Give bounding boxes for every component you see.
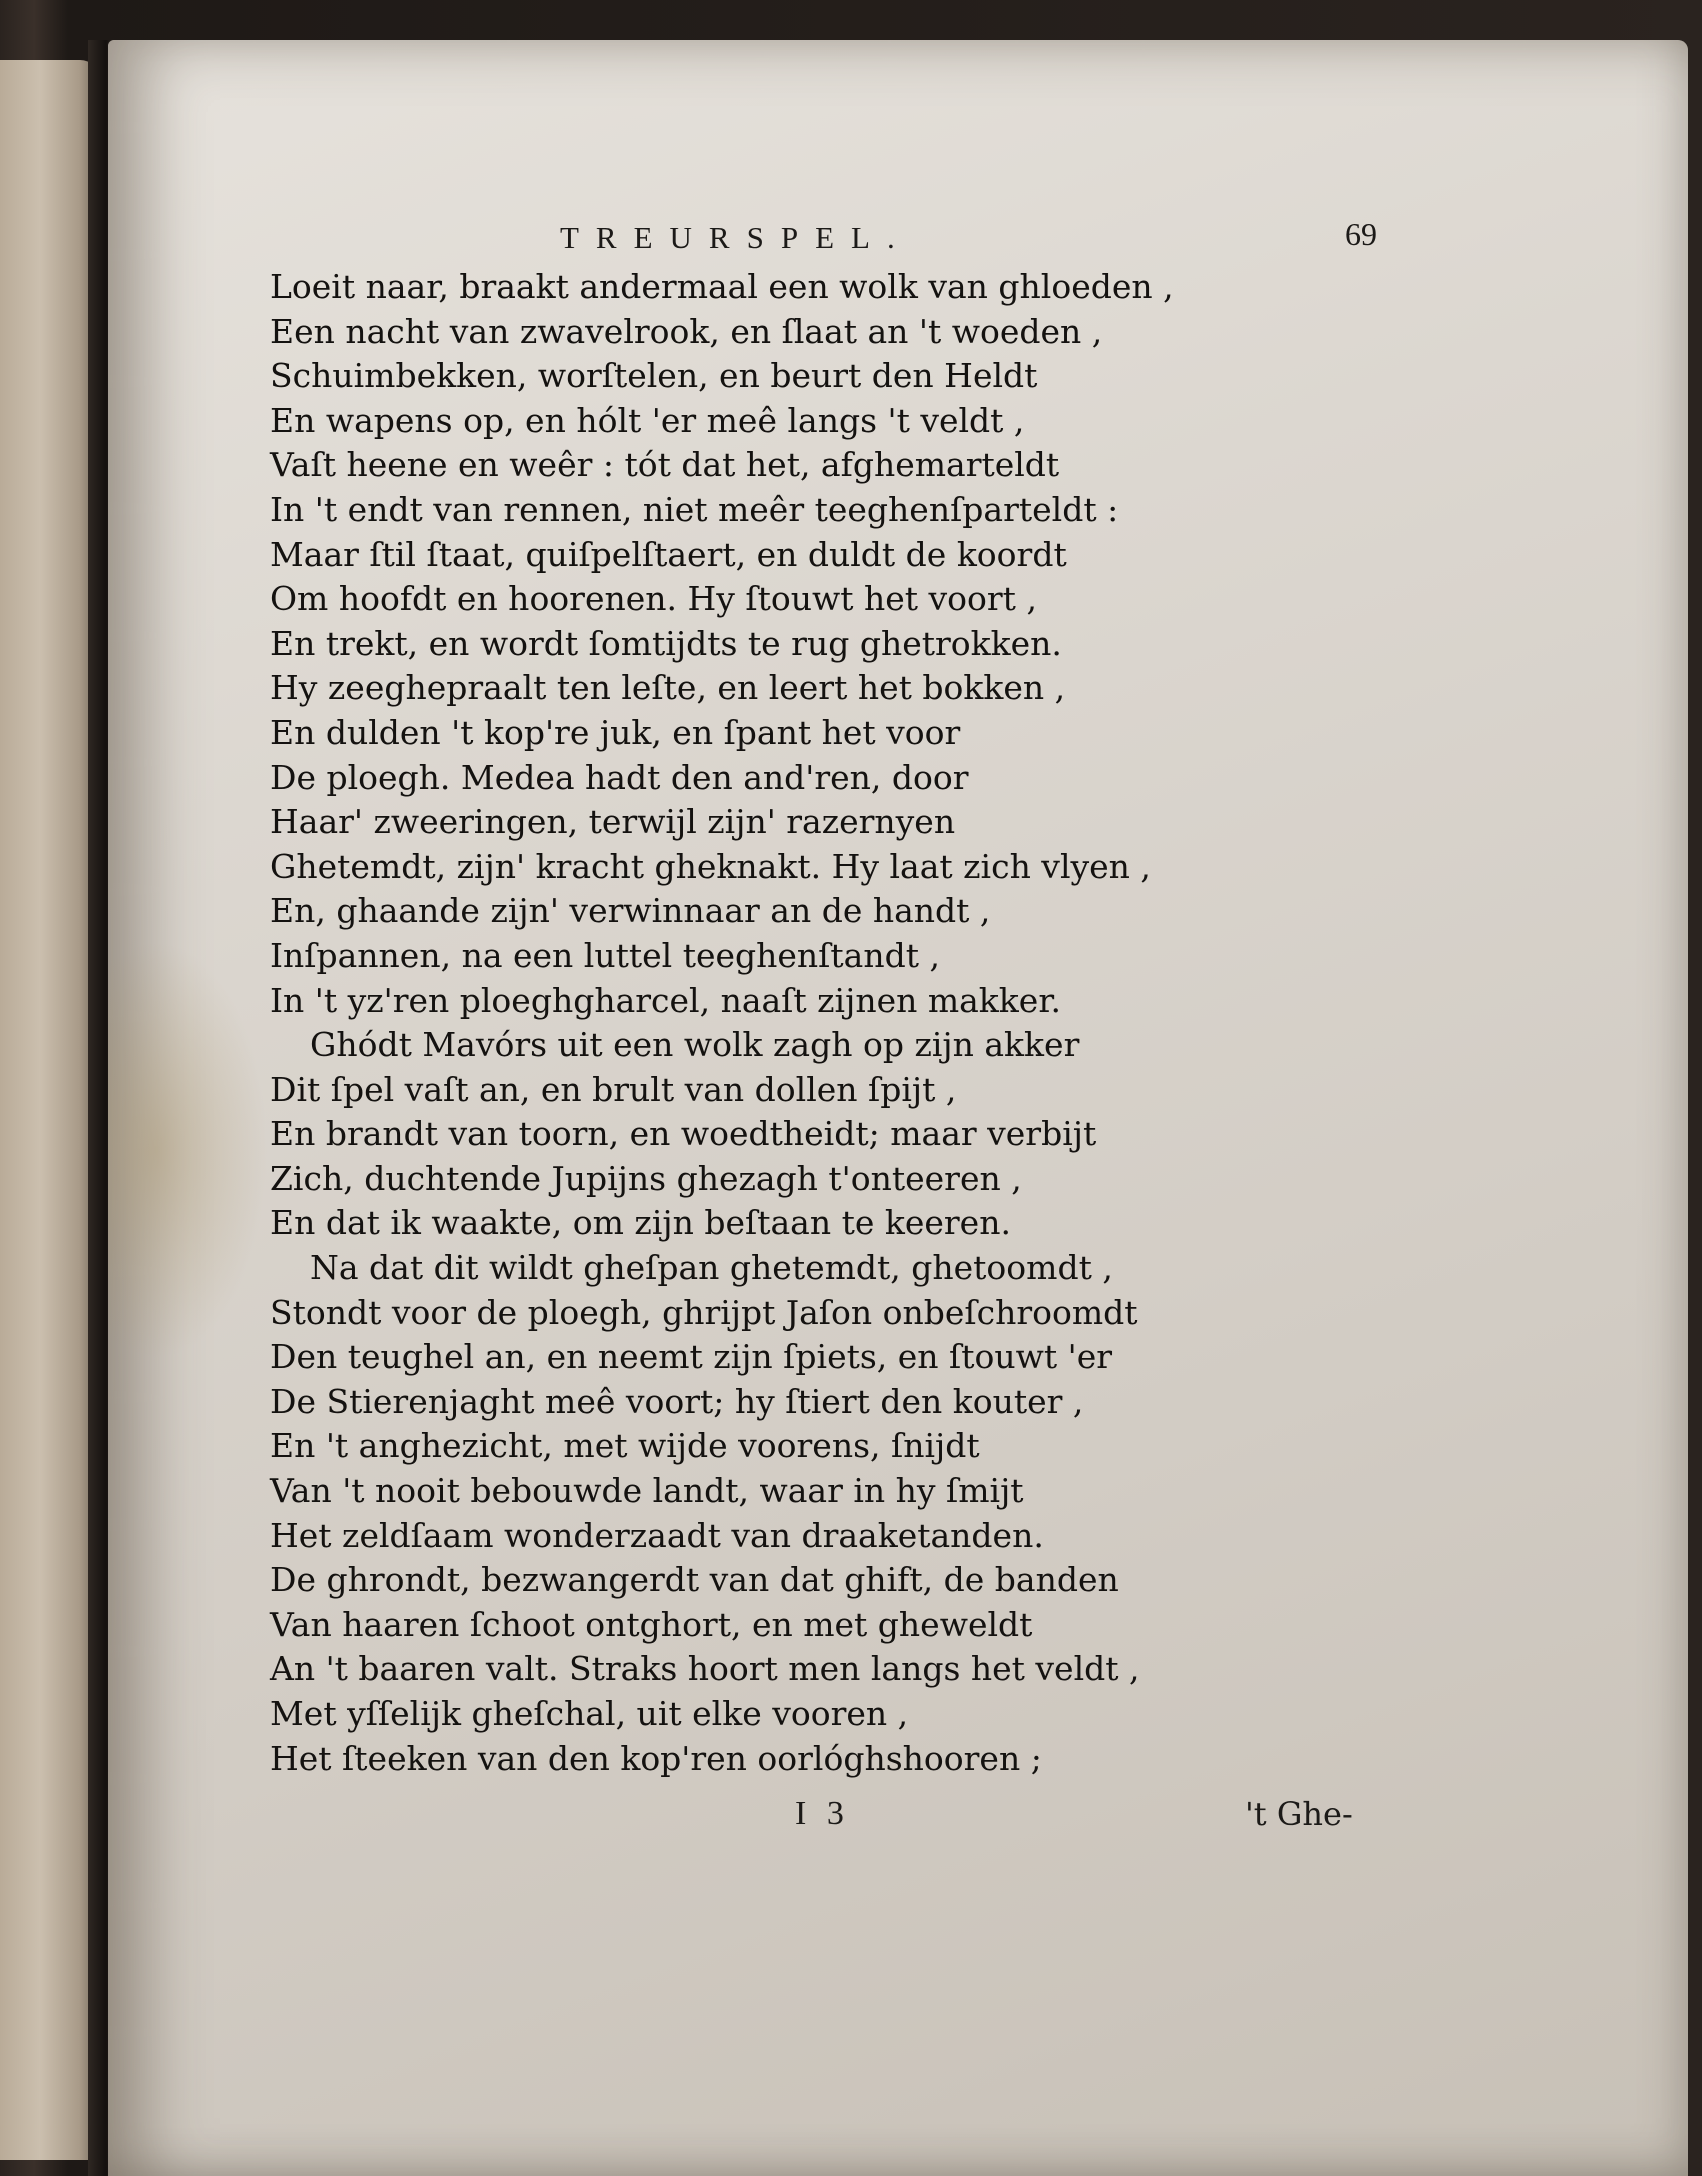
verse-line: En trekt, en wordt ſomtijdts te rug ghetrokken. [270,623,1062,663]
verse-line: De ghrondt, bezwangerdt van dat ghift, de banden [270,1560,1119,1600]
verse-line: Het ſteeken van den kop'ren oorlóghshooren ; [270,1738,1042,1778]
verse-line: Stondt voor de ploegh, ghrijpt Jaſon onbeſchroomdt [270,1292,1138,1332]
verse-line: An 't baaren valt. Straks hoort men langs het veldt , [270,1649,1140,1689]
verse-line: Den teughel an, en neemt zijn ſpiets, en ſtouwt 'er [270,1337,1113,1377]
verse-line: En 't anghezicht, met wijde voorens, ſnijdt [270,1426,980,1466]
verse-line: Een nacht van zwavelrook, en ſlaat an 't woeden , [270,311,1103,351]
verse-line: Hy zeegheprаalt ten leſte, en leert het bokken , [270,668,1066,708]
verse-line: De ploegh. Medea hadt den and'ren, door [270,757,969,797]
verse-line: En wapens op, en hólt 'er meê langs 't veldt , [270,400,1025,440]
facing-page-edge [0,60,100,2160]
page-stain [108,940,268,1360]
verse-line: Loeit naar, braakt andermaal een wolk van ghloeden , [270,267,1174,306]
verse-line: Het zeldſaam wonderzaadt van draaketanden. [270,1515,1044,1555]
verse-line: Van 't nooit bebouwde landt, waar in hy ſmijt [270,1471,1024,1511]
verse-line: Haar' zweeringen, terwijl zijn' razernyen [270,802,956,842]
verse-line: Inſpannen, na een luttel teeghenſtandt , [270,935,940,975]
verse-line: Om hoofdt en hoorenen. Hy ſtouwt het voort , [270,579,1037,619]
catchword: 't Ghe- [1245,1795,1353,1833]
verse-line: En brandt van toorn, en woedtheidt; maar verbijt [270,1114,1097,1154]
verse-line: En, ghaande zijn' verwinnaar an de handt , [270,891,991,931]
verse-line: In 't yz'ren ploeghgharcel, naaſt zijnen makker. [270,980,1061,1020]
page-number: 69 [1345,216,1377,252]
verse-line: Vaſt heene en weêr : tót dat het, afghemarteldt [270,445,1060,485]
verse-line: De Stierenjaght meê voort; hy ſtiert den kouter , [270,1381,1084,1421]
verse-line: Van haaren ſchoot ontghort, en met gheweldt [270,1604,1033,1644]
verse-line: Dit ſpel vaſt an, en brult van dollen ſpijt , [270,1069,957,1109]
verse-line: Met yſſelijk gheſchal, uit elke vooren , [270,1694,909,1733]
verse-line: Zich, duchtende Jupijns ghezagh t'onteeren , [270,1158,1022,1198]
verse-line: Maar ſtil ſtaat, quiſpelſtaert, en duldt de koordt [270,534,1067,574]
verse-line: Ghódt Mavórs uit een wolk zagh op zijn akker [310,1025,1080,1065]
running-title: TREURSPEL. [560,220,912,255]
verse-line: Na dat dit wildt gheſpan ghetemdt, ghetoomdt , [310,1248,1113,1288]
verse-line: In 't endt van rennen, niet meêr teeghenſparteldt : [270,489,1119,529]
signature-mark: I 3 [795,1795,850,1832]
verse-line: En dat ik waakte, om zijn beſtaan te keeren. [270,1203,1011,1243]
verse-line: En dulden 't kop're juk, en ſpant het voor [270,712,961,752]
verse-line: Schuimbekken, worſtelen, en beurt den Heldt [270,356,1038,396]
verse-line: Ghetemdt, zijn' kracht gheknakt. Hy laat zich vlyen , [270,846,1151,886]
verse-block [270,265,1290,1781]
